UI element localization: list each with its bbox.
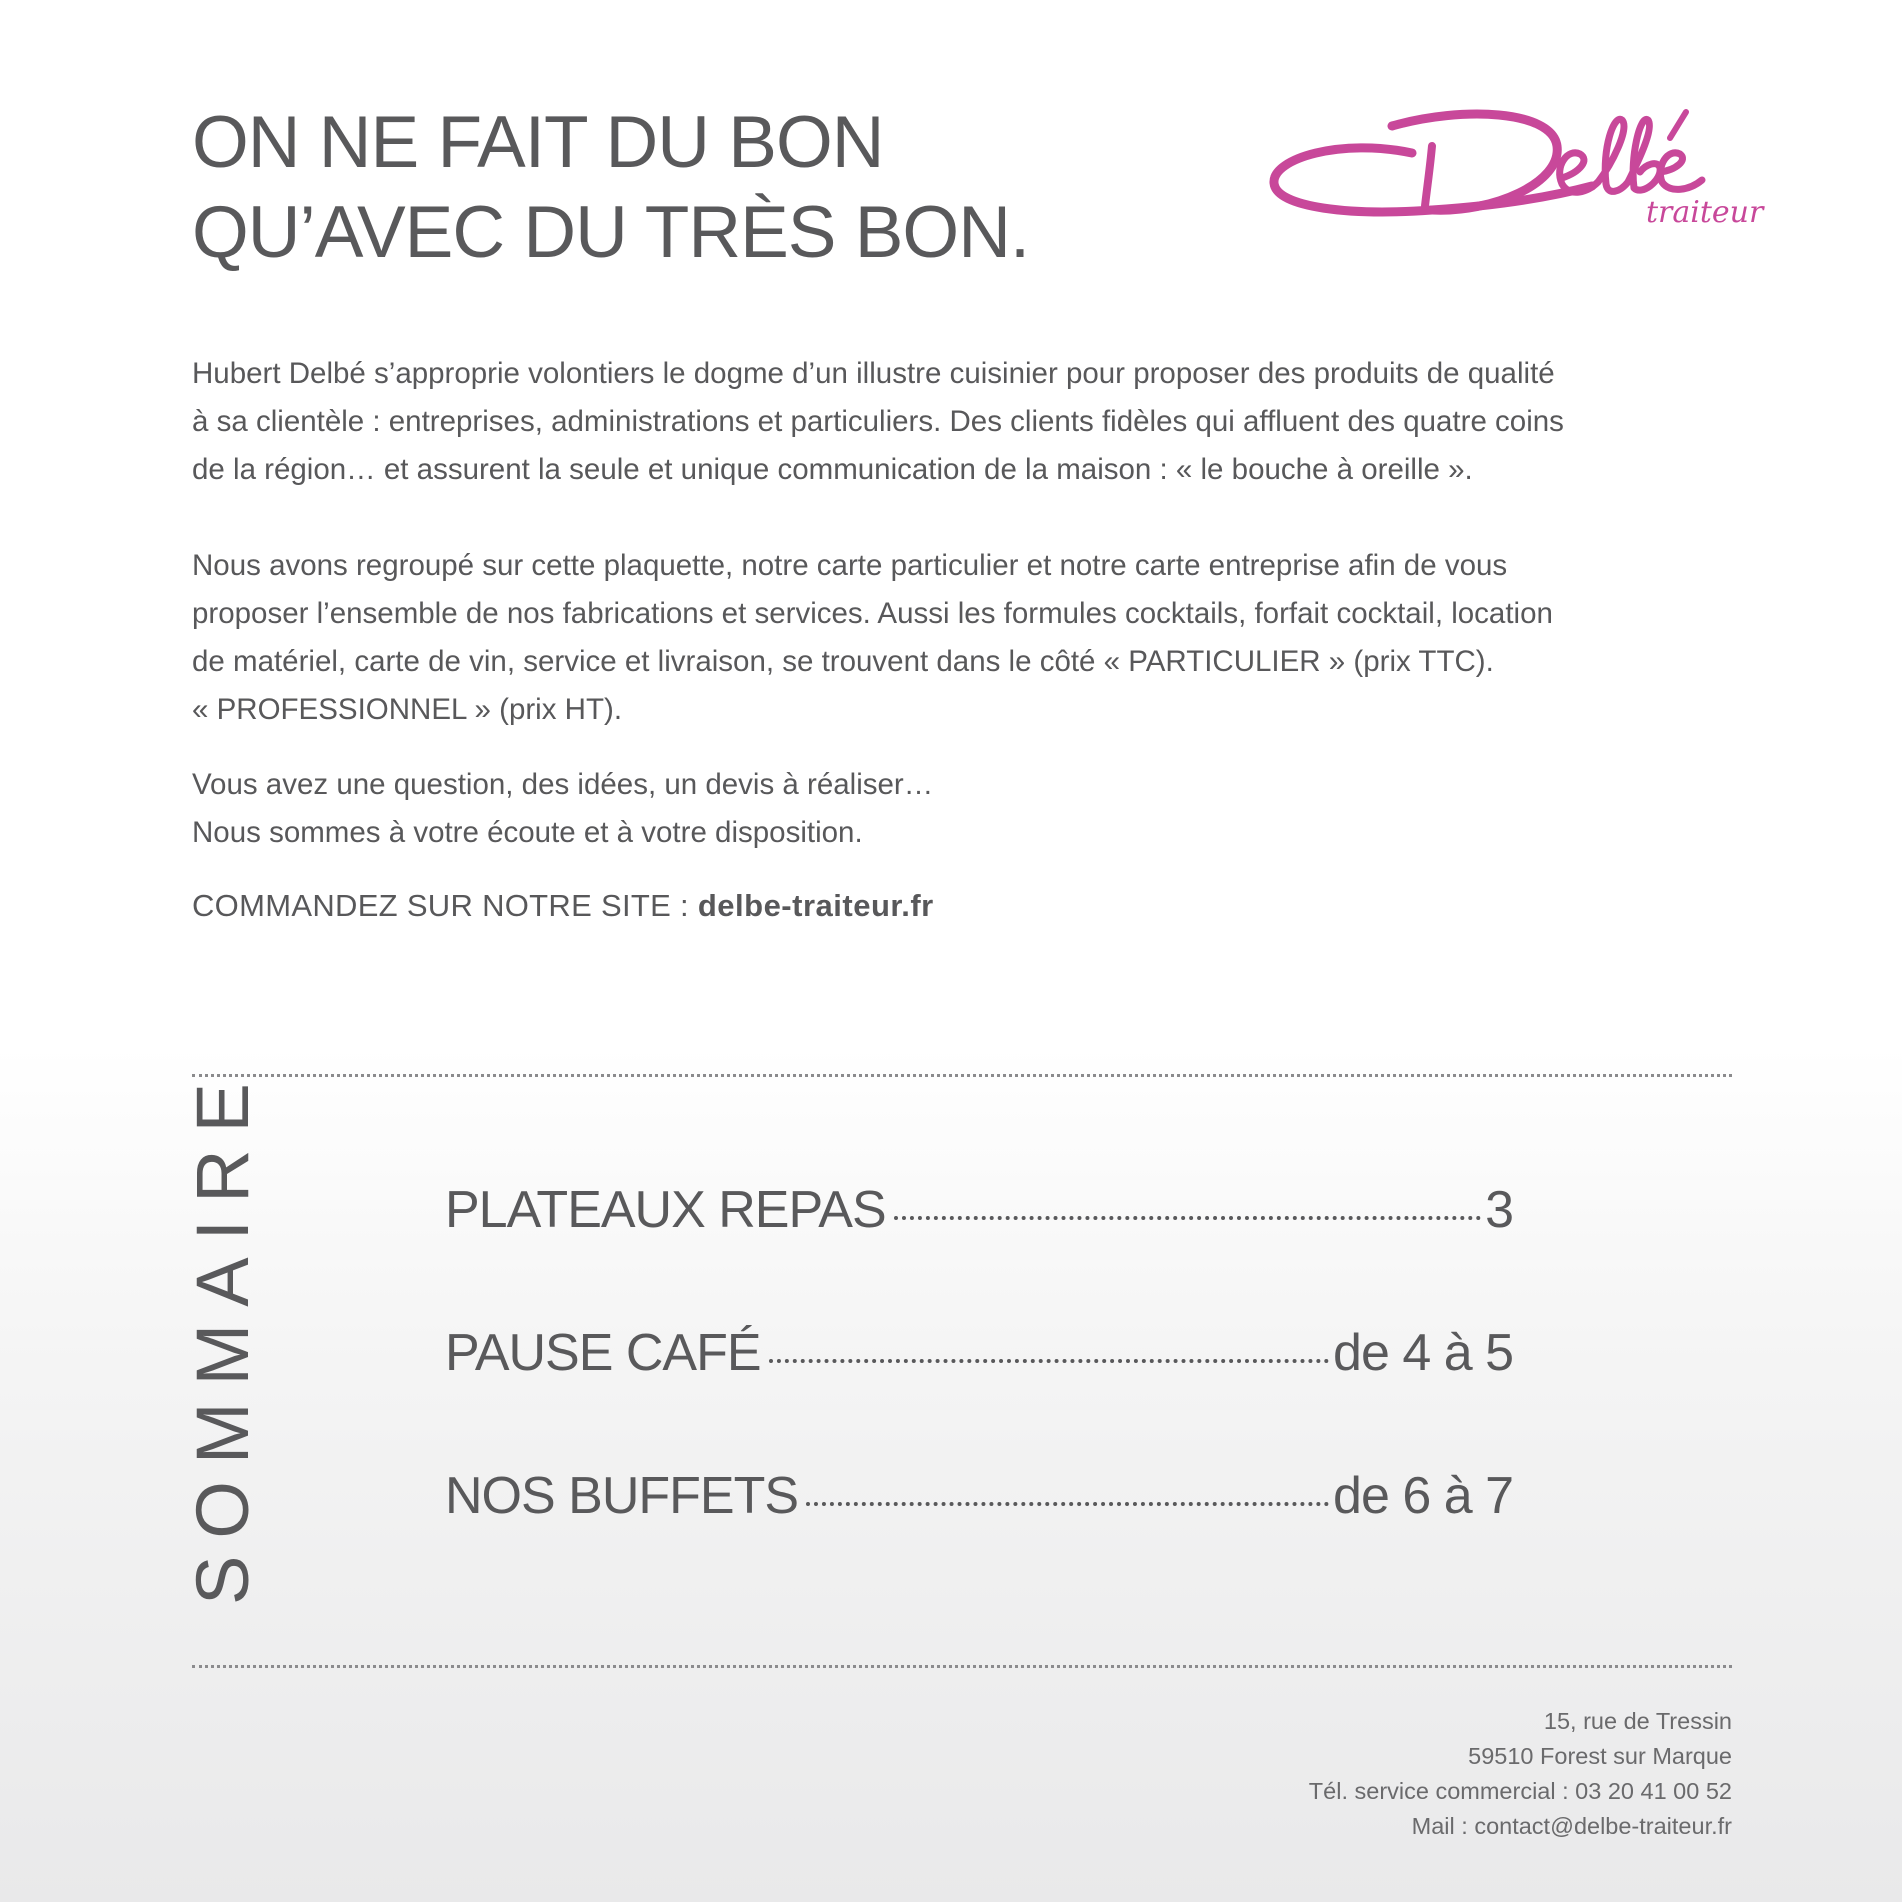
toc-item-plateaux-repas[interactable] — [445, 1180, 1513, 1323]
text-line: à sa clientèle : entreprises, administrations et particuliers. Des clients fidèles qui affluent des quatre coins — [192, 405, 1564, 438]
text-line: Hubert Delbé s’approprie volontiers le dogme d’un illustre cuisinier pour proposer des produits de qualité — [192, 357, 1555, 390]
text-line: « PROFESSIONNEL » (prix HT). — [192, 693, 623, 726]
toc-item-nos-buffets[interactable] — [445, 1466, 1513, 1609]
dot-leader — [806, 1502, 1329, 1506]
text-line: de matériel, carte de vin, service et livraison, se trouvent dans le côté « PARTICULIER » (prix TTC). — [192, 645, 1494, 678]
intro-text — [192, 350, 1732, 930]
dotted-divider-bottom — [192, 1665, 1732, 1668]
text-line: de la région… et assurent la seule et unique communication de la maison : « le bouche à oreille ». — [192, 453, 1473, 486]
toc-item-label: PAUSE CAFÉ — [445, 1324, 761, 1382]
toc-item-pause-cafe[interactable] — [445, 1323, 1513, 1466]
intro-paragraph-2 — [192, 542, 1732, 734]
dot-leader — [769, 1359, 1329, 1363]
text-line: Vous avez une question, des idées, un devis à réaliser… — [192, 768, 934, 801]
toc-item-page: de 4 à 5 — [1333, 1324, 1513, 1382]
delbe-logo-graphic — [1262, 98, 1782, 238]
dotted-divider-top — [192, 1074, 1732, 1077]
headline — [192, 98, 1029, 278]
toc-item-label: NOS BUFFETS — [445, 1467, 799, 1525]
website-link[interactable]: delbe-traiteur.fr — [697, 888, 934, 923]
text-line: proposer l’ensemble de nos fabrications et services. Aussi les formules cocktails, forfait cocktail, location — [192, 597, 1553, 630]
address-mail[interactable]: Mail : contact@delbe-traiteur.fr — [1411, 1813, 1732, 1839]
cta-label: COMMANDEZ SUR NOTRE SITE : — [192, 888, 698, 923]
table-of-contents — [445, 1180, 1513, 1609]
headline-line-1: ON NE FAIT DU BON — [192, 102, 884, 183]
headline-line-2: QU’AVEC DU TRÈS BON. — [192, 192, 1030, 273]
address-city: 59510 Forest sur Marque — [1468, 1743, 1732, 1769]
sommaire-title: SOMMAIRE — [181, 1066, 264, 1605]
address-street: 15, rue de Tressin — [1543, 1708, 1732, 1734]
delbe-traiteur-logo — [1262, 98, 1782, 238]
text-line: Nous sommes à votre écoute et à votre disposition. — [192, 816, 863, 849]
dot-leader — [894, 1216, 1481, 1220]
logo-subtitle: traiteur — [1646, 195, 1764, 230]
order-online-callout — [192, 882, 1732, 930]
contact-address — [1309, 1704, 1732, 1844]
toc-item-page: de 6 à 7 — [1333, 1467, 1513, 1525]
toc-item-label: PLATEAUX REPAS — [445, 1181, 886, 1239]
text-line: Nous avons regroupé sur cette plaquette, notre carte particulier et notre carte entreprise afin de vous — [192, 549, 1508, 582]
intro-paragraph-3 — [192, 761, 1732, 857]
address-phone[interactable]: Tél. service commercial : 03 20 41 00 52 — [1308, 1778, 1732, 1804]
toc-item-page: 3 — [1485, 1181, 1513, 1239]
intro-paragraph-1 — [192, 350, 1732, 494]
